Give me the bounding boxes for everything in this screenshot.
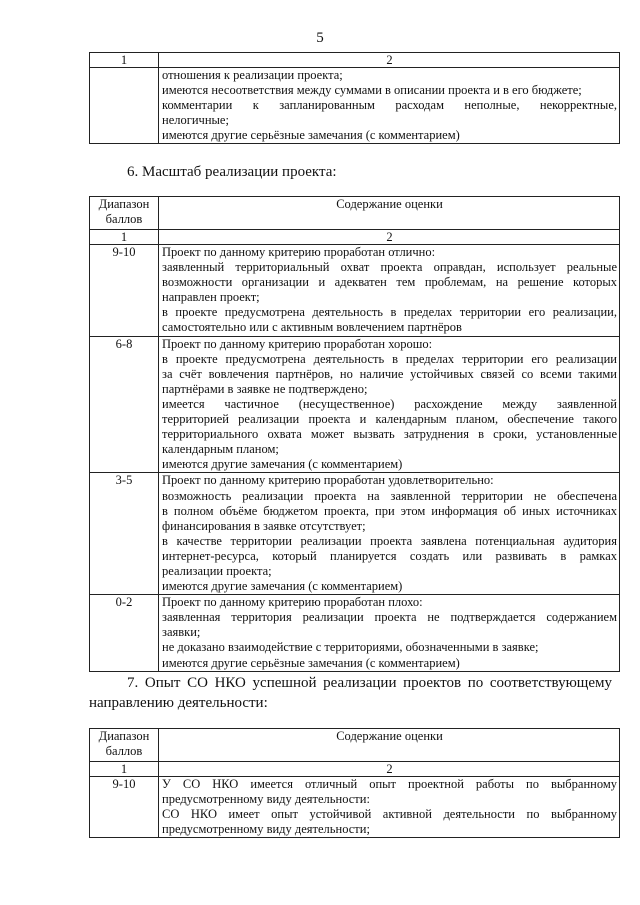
criteria-line: интернет-ресурса, который планируется создать или развивать в рамках bbox=[162, 548, 617, 563]
column-number-1: 1 bbox=[90, 53, 159, 68]
criteria-line: заявки; bbox=[162, 625, 201, 640]
criteria-line: заявленная территория реализации проекта не подтверждается содержанием bbox=[162, 610, 617, 625]
criteria-line: партнёрами в заявке не подтверждено; bbox=[162, 381, 368, 396]
criteria-line: территориального охвата может вызвать затруднения в сроки, установленные bbox=[162, 427, 617, 442]
score-range: 9-10 bbox=[90, 245, 159, 337]
criteria-line: территорией реализации проекта и календарным планом, обеспечение такого bbox=[162, 412, 617, 427]
section-7-table bbox=[89, 728, 620, 838]
range-header: Диапазон баллов bbox=[90, 729, 159, 762]
score-range: 9-10 bbox=[90, 777, 159, 838]
section-7-title-line-2: направлению деятельности: bbox=[89, 695, 268, 711]
criteria-line: имеются другие серьёзные замечания (с комментарием) bbox=[162, 655, 460, 670]
criteria-cell bbox=[159, 777, 620, 838]
criteria-cell bbox=[159, 336, 620, 473]
section-7-title bbox=[89, 673, 612, 713]
column-number-2: 2 bbox=[159, 230, 620, 245]
criteria-line: У СО НКО имеется отличный опыт проектной работы по выбранному bbox=[162, 777, 617, 791]
criteria-line: комментарии к запланированным расходам неполные, некорректные, bbox=[162, 98, 617, 113]
section-6-title: 6. Масштаб реализации проекта: bbox=[127, 164, 337, 180]
criteria-line: имеется частичное (несущественное) расхождение между заявленной bbox=[162, 396, 617, 411]
column-number-1: 1 bbox=[90, 230, 159, 245]
criteria-line: Проект по данному критерию проработан отлично: bbox=[162, 245, 436, 259]
criteria-line: имеются другие замечания (с комментарием) bbox=[162, 457, 403, 472]
range-header: Диапазон баллов bbox=[90, 197, 159, 230]
criteria-line: возможность реализации проекта на заявленной территории не обеспечена bbox=[162, 488, 617, 503]
criteria-line: СО НКО имеет опыт устойчивой активной деятельности по выбранному bbox=[162, 807, 617, 822]
criteria-line: Проект по данному критерию проработан хорошо: bbox=[162, 336, 433, 351]
criteria-line: в проекте предусмотрена деятельность в пределах территории его реализации bbox=[162, 351, 617, 366]
page-number: 5 bbox=[316, 30, 324, 46]
score-range: 6-8 bbox=[90, 336, 159, 473]
column-number-2: 2 bbox=[159, 53, 620, 68]
criteria-line: нелогичные; bbox=[162, 113, 229, 128]
content-header: Содержание оценки bbox=[159, 197, 620, 230]
continuation-table bbox=[89, 52, 620, 144]
column-number-2: 2 bbox=[159, 762, 620, 777]
criteria-line: Проект по данному критерию проработан удовлетворительно: bbox=[162, 473, 494, 488]
criteria-line: в качестве территории реализации проекта заявлена потенциальная аудитория bbox=[162, 533, 617, 548]
criteria-line: самостоятельно или с активным вовлечением партнёров bbox=[162, 320, 462, 335]
score-range: 3-5 bbox=[90, 473, 159, 595]
section-6-table bbox=[89, 196, 620, 672]
criteria-line: за счёт вовлечения партнёров, но наличие устойчивых связей со всеми такими bbox=[162, 366, 617, 381]
criteria-cell bbox=[159, 473, 620, 595]
criteria-line: реализации проекта; bbox=[162, 563, 272, 578]
criteria-cell bbox=[159, 595, 620, 671]
criteria-line: финансирования в заявке отсутствует; bbox=[162, 518, 366, 533]
criteria-line: возможности организации и адекватен тем проблемам, на решение которых bbox=[162, 275, 617, 290]
criteria-line: отношения к реализации проекта; bbox=[162, 68, 343, 82]
criteria-line: заявленный территориальный охват проекта оправдан, использует реальные bbox=[162, 260, 617, 275]
criteria-line: предусмотренному виду деятельности: bbox=[162, 792, 370, 807]
criteria-line: предусмотренному виду деятельности; bbox=[162, 822, 370, 837]
criteria-line: имеются другие замечания (с комментарием) bbox=[162, 579, 403, 594]
criteria-line: имеются несоответствия между суммами в описании проекта и в его бюджете; bbox=[162, 83, 582, 98]
criteria-line: Проект по данному критерию проработан плохо: bbox=[162, 595, 423, 610]
criteria-cell bbox=[159, 245, 620, 337]
criteria-line: в полном объёме бюджетом проекта, при этом информация об иных источниках bbox=[162, 503, 617, 518]
content-header: Содержание оценки bbox=[159, 729, 620, 762]
criteria-line: имеются другие серьёзные замечания (с комментарием) bbox=[162, 128, 460, 143]
criteria-cell bbox=[159, 68, 620, 144]
score-range: 0-2 bbox=[90, 595, 159, 671]
criteria-line: направлен проект; bbox=[162, 290, 260, 305]
criteria-line: в проекте предусмотрена деятельность в пределах территории его реализации, bbox=[162, 305, 617, 320]
empty-range-cell bbox=[90, 68, 159, 144]
criteria-line: календарным планом; bbox=[162, 442, 279, 457]
criteria-line: не доказано взаимодействие с территориями, обозначенными в заявке; bbox=[162, 640, 539, 655]
column-number-1: 1 bbox=[90, 762, 159, 777]
section-7-title-line-1: 7. Опыт СО НКО успешной реализации проектов по соответствующему bbox=[127, 675, 612, 691]
